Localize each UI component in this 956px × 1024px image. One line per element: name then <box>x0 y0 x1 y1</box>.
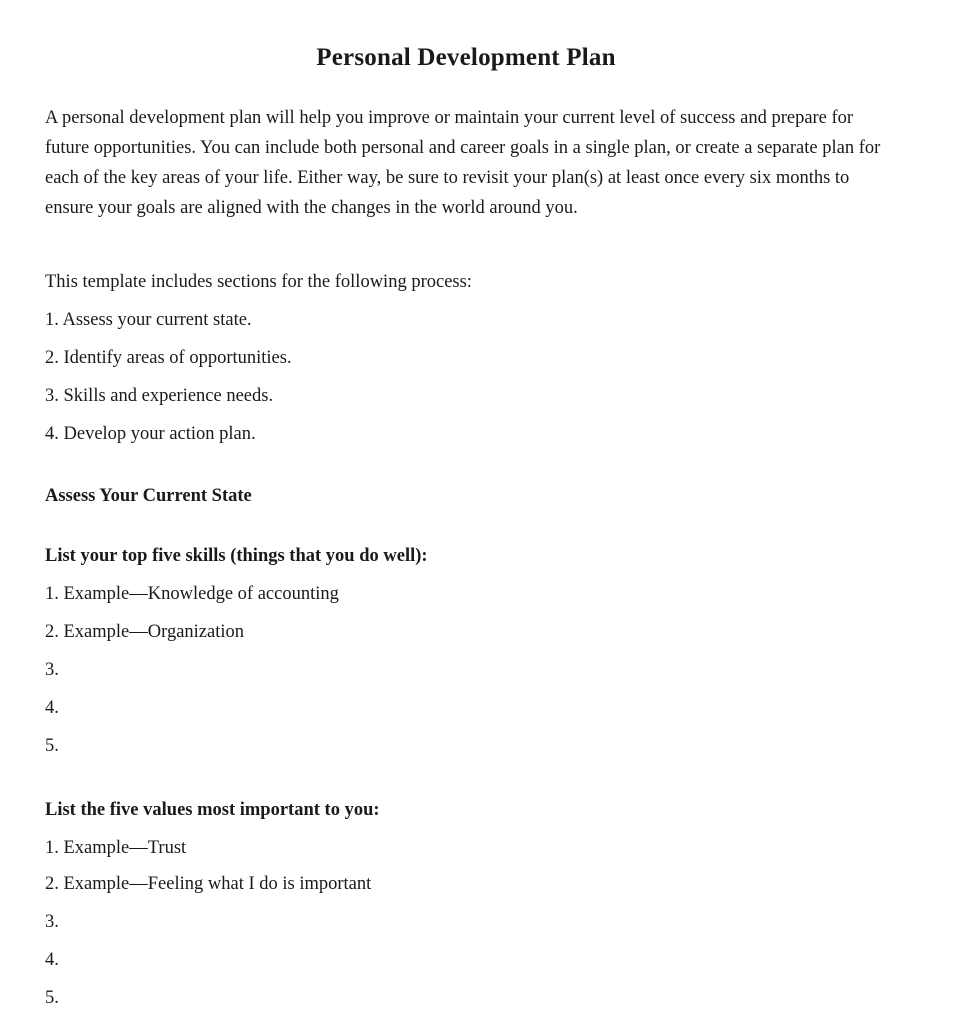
process-intro: This template includes sections for the following process: <box>45 272 472 292</box>
values-heading: List the five values most important to you: <box>45 800 380 820</box>
skills-item-5: 5. <box>45 736 59 756</box>
values-item-1: 1. Example—Trust <box>45 838 187 858</box>
process-step-1: 1. Assess your current state. <box>45 310 252 330</box>
values-item-4: 4. <box>45 950 59 970</box>
intro-paragraph: A personal development plan will help you improve or maintain your current level of success and prepare for future opportunities. You can include both personal and career goals in a single plan, or create a separate plan for each of the key areas of your life. Either way, be sure to revisit your plan(s) at least once every six months to ensure your goals are aligned with the changes in the world around you. <box>45 108 881 218</box>
values-item-3: 3. <box>45 912 59 932</box>
values-item-5: 5. <box>45 988 59 1008</box>
skills-item-3: 3. <box>45 660 59 680</box>
process-step-4: 4. Develop your action plan. <box>45 424 256 444</box>
skills-item-4: 4. <box>45 698 59 718</box>
process-step-2: 2. Identify areas of opportunities. <box>45 348 292 368</box>
page-title: Personal Development Plan <box>316 44 616 71</box>
skills-heading: List your top five skills (things that you do well): <box>45 546 428 566</box>
values-item-2: 2. Example—Feeling what I do is important <box>45 874 372 894</box>
section-heading-assess: Assess Your Current State <box>45 486 252 506</box>
process-step-3: 3. Skills and experience needs. <box>45 386 274 406</box>
skills-item-1: 1. Example—Knowledge of accounting <box>45 584 339 604</box>
skills-item-2: 2. Example—Organization <box>45 622 244 642</box>
